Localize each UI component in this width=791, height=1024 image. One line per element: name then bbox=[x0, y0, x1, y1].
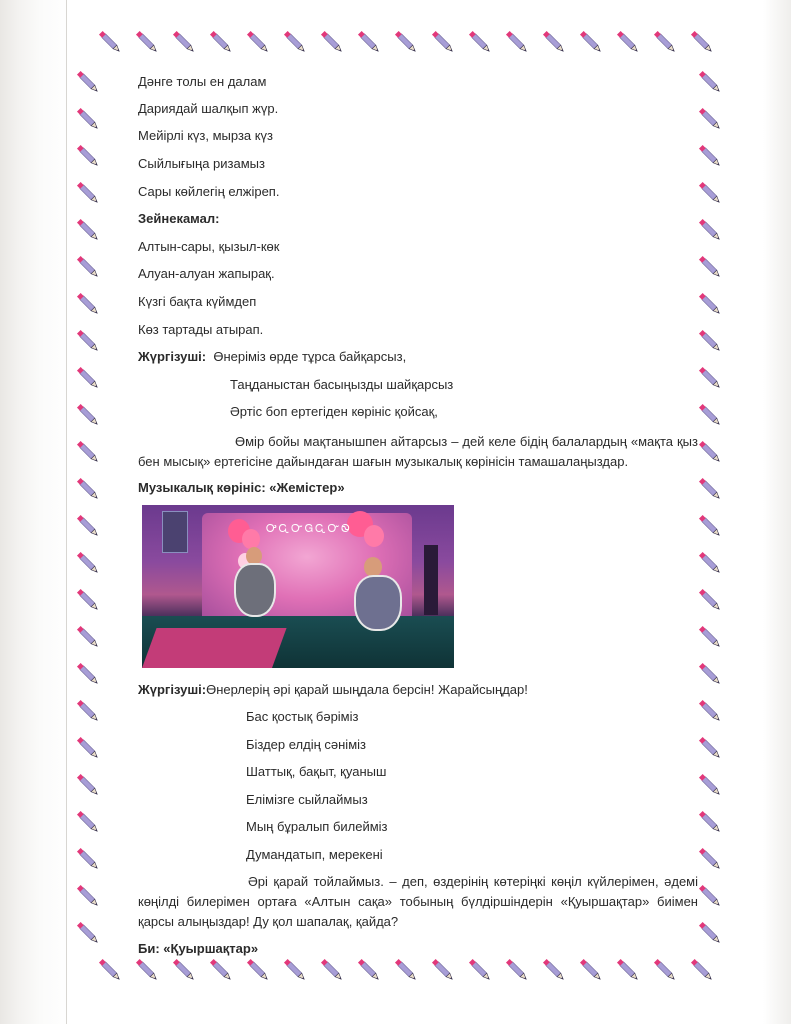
verse-line: Шаттық, бақыт, қуаныш bbox=[246, 764, 387, 779]
presenter-paragraph: Әрі қарай тойлаймыз. – деп, өздерінің көтеріңкі көңіл күйлерімен, әдемі көңілді билерімен ортаға «Алтын сақа» тобының бүлдіршіндерін «Қуыршақтар» биімен қарсы алыңыздар! Ду қол шапалақ, қайда? bbox=[138, 874, 698, 929]
presenter-label: Жүргізуші: bbox=[138, 682, 207, 697]
verse-line: Думандатып, мерекені bbox=[246, 847, 383, 862]
verse-line: Күзгі бақта күймдеп bbox=[138, 294, 257, 309]
verse-line: Дәнге толы ен далам bbox=[138, 74, 267, 89]
verse-line: Біздер елдің сәніміз bbox=[246, 737, 366, 752]
verse-line: Сыйлығыңа ризамыз bbox=[138, 156, 265, 171]
section-title: Музыкалық көрініс: «Жемістер» bbox=[138, 480, 345, 495]
presenter-paragraph: Өмір бойы мақтанышпен айтарсыз – дей келе бідің балалардың «мақта қыз бен мысық» ертегісіне дайындаған шағын музыкалық көрінісін тамашалаңыздар. bbox=[138, 434, 698, 469]
presenter-line bbox=[138, 682, 528, 697]
verse-line: Алтын-сары, қызыл-көк bbox=[138, 239, 280, 254]
speaker-name: Зейнекамал: bbox=[138, 211, 220, 226]
presenter-text: Өнеріміз өрде тұрса байқарсыз, bbox=[213, 349, 407, 364]
verse-line: Көз тартады атырап. bbox=[138, 322, 264, 337]
verse-line: Елімізге сыйлаймыз bbox=[246, 792, 368, 807]
presenter-text: Өнерлерің әрі қарай шыңдала берсін! Жарайсыңдар! bbox=[206, 682, 528, 697]
verse-line: Әртіс боп ертегіден көрініс қойсақ, bbox=[230, 404, 438, 419]
performance-photo bbox=[142, 505, 454, 668]
verse-line: Таңданыстан басыңызды шайқарсыз bbox=[230, 377, 454, 392]
verse-line: Дариядай шалқып жүр. bbox=[138, 101, 279, 116]
presenter-line bbox=[138, 349, 406, 364]
presenter-label: Жүргізуші: bbox=[138, 349, 207, 364]
verse-line: Мың бұралып билейміз bbox=[246, 819, 388, 834]
verse-line: Бас қостық бәріміз bbox=[246, 709, 359, 724]
verse-line: Мейірлі күз, мырза күз bbox=[138, 128, 273, 143]
verse-line: Алуан-алуан жапырақ. bbox=[138, 266, 275, 281]
verse-line: Сары көйлегің елжіреп. bbox=[138, 184, 280, 199]
section-title: Би: «Қуыршақтар» bbox=[138, 941, 259, 956]
backdrop-sign: ᎤᏩᏅᏀᏩᏅᏫ bbox=[266, 523, 352, 535]
